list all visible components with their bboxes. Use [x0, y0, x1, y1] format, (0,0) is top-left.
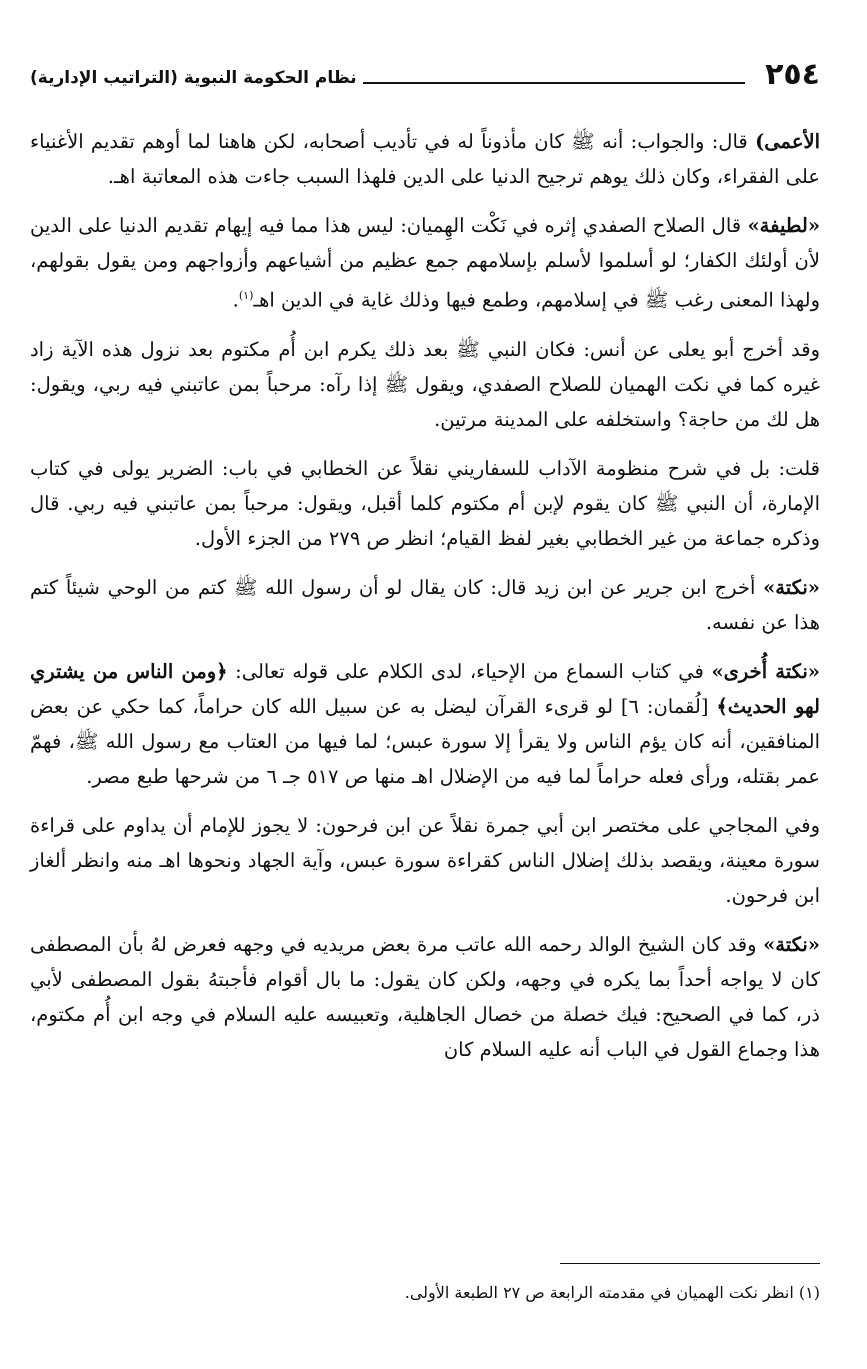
running-title: نظام الحكومة النبوية (التراتيب الإدارية)	[30, 68, 357, 88]
paragraph-lead: «لطيفة»	[747, 214, 820, 237]
paragraph-text: وفي المجاجي على مختصر ابن أبي جمرة نقلاً عن ابن فرحون: لا يجوز للإمام أن يداوم على قراءة سورة معينة، ويقصد بذلك إضلال الناس كقراءة سورة عبس، وآية الجهاد ونحوها اهـ منه وانظر ألغاز ابن فرحون.	[30, 813, 820, 907]
page-number: ٢٥٤	[765, 57, 820, 92]
paragraph-3	[30, 332, 820, 437]
quran-quote: ﴿ومن الناس من يشتري لهو الحديث﴾	[30, 659, 820, 718]
paragraph-text: وقد أخرج أبو يعلى عن أنس: فكان النبي ﷺ بعد ذلك يكرم ابن أُم مكتوم بعد نزول هذه الآية زاد غيره كما في نكت الهميان للصلاح الصفدي، ويقول ﷺ إذا رآه: مرحباً بمن عاتبني فيه ربي، ويقول: هل لك من حاجة؟ واستخلفه على المدينة مرتين.	[30, 337, 820, 431]
paragraph-7	[30, 808, 820, 913]
paragraph-text-continued: [لُقمان: ٦] لو قرىء القرآن ليضل به عن سبيل الله كان حراماً، كما حكي عن بعض المنافقين، أنه كان يؤم الناس ولا يقرأ إلا سورة عبس؛ لما فيها من العتاب مع رسول الله ﷺ، فهمّ عمر بقتله، ورأى فعله حراماً لما فيه من الإضلال اهـ منها ص ٥١٧ جـ ٦ من شرحها طبع مصر.	[30, 694, 820, 788]
paragraph-6	[30, 654, 820, 794]
paragraph-4	[30, 451, 820, 556]
paragraph-lead: «نكتة»	[763, 932, 820, 956]
paragraph-5	[30, 570, 820, 640]
paragraph-tail: .	[232, 288, 239, 312]
paragraph-text: وقد كان الشيخ الوالد رحمه الله عاتب مرة بعض مريديه في وجهه فعرض لهُ بأن المصطفى كان لا يواجه أحداً بما يكره في وجهه، ولكن كان يقول: ما بال أقوام فأجبتهُ بقول المصطفى لأبي ذر، كما في الصحيح: فيك خصلة من خصال الجاهلية، وتعبيسه عليه السلام في وجه ابن أُم مكتوم، هذا وجماع القول في الباب أنه عليه السلام كان	[30, 932, 820, 1061]
footnote: (١) انظر نكت الهميان في مقدمته الرابعة ص ٢٧ الطبعة الأولى.	[404, 1283, 820, 1302]
running-head	[30, 50, 820, 90]
paragraph-lead: «نكتة أُخرى»	[711, 659, 820, 683]
paragraph-text: في كتاب السماع من الإحياء، لدى الكلام على قوله تعالى:	[227, 659, 712, 683]
paragraph-lead: الأعمى)	[755, 130, 820, 153]
paragraph-text: أخرج ابن جرير عن ابن زيد قال: كان يقال لو أن رسول الله ﷺ كتم من الوحي شيئاً كتم هذا عن نفسه.	[30, 575, 820, 634]
paragraph-lead: «نكتة»	[763, 575, 820, 599]
paragraph-2	[30, 208, 820, 318]
paragraph-8	[30, 927, 820, 1067]
header-rule	[363, 82, 745, 84]
paragraph-1	[30, 124, 820, 194]
paragraph-text: قال الصلاح الصفدي إثره في نَكْت الهِميان: ليس هذا مما فيه إيهام تقديم الدنيا على الدين لأن أولئك الكفار؛ لو أسلموا لأسلم بإسلامهم جمع عظيم من أشياعهم وأزواجهم ومن يقول بقولهم، ولهذا المعنى رغب ﷺ في إسلامهم، وطمع فيها وذلك غاية في الدين اهـ	[30, 214, 820, 312]
body-text	[30, 124, 820, 1067]
footnote-rule	[560, 1263, 820, 1264]
paragraph-text: قلت: بل في شرح منظومة الآداب للسفاريني نقلاً عن الخطابي في باب: الضرير يولى في كتاب الإمارة، أن النبي ﷺ كان يقوم لإبن أم مكتوم كلما أقبل، ويقول: مرحباً بمن عاتبني فيه ربي. قال وذكره جماعة من غير الخطابي بغير لفظ القيام؛ انظر ص ٢٧٩ من الجزء الأول.	[30, 456, 820, 550]
page	[30, 50, 820, 1340]
paragraph-text: قال: والجواب: أنه ﷺ كان مأذوناً له في تأديب أصحابه، لكن هاهنا لما أوهم تقديم الأغنياء على الفقراء، وكان ذلك يوهم ترجيح الدنيا على الدين فلهذا السبب جاءت هذه المعاتبة اهـ.	[30, 130, 820, 188]
footnote-reference[interactable]: (١)	[238, 289, 254, 302]
